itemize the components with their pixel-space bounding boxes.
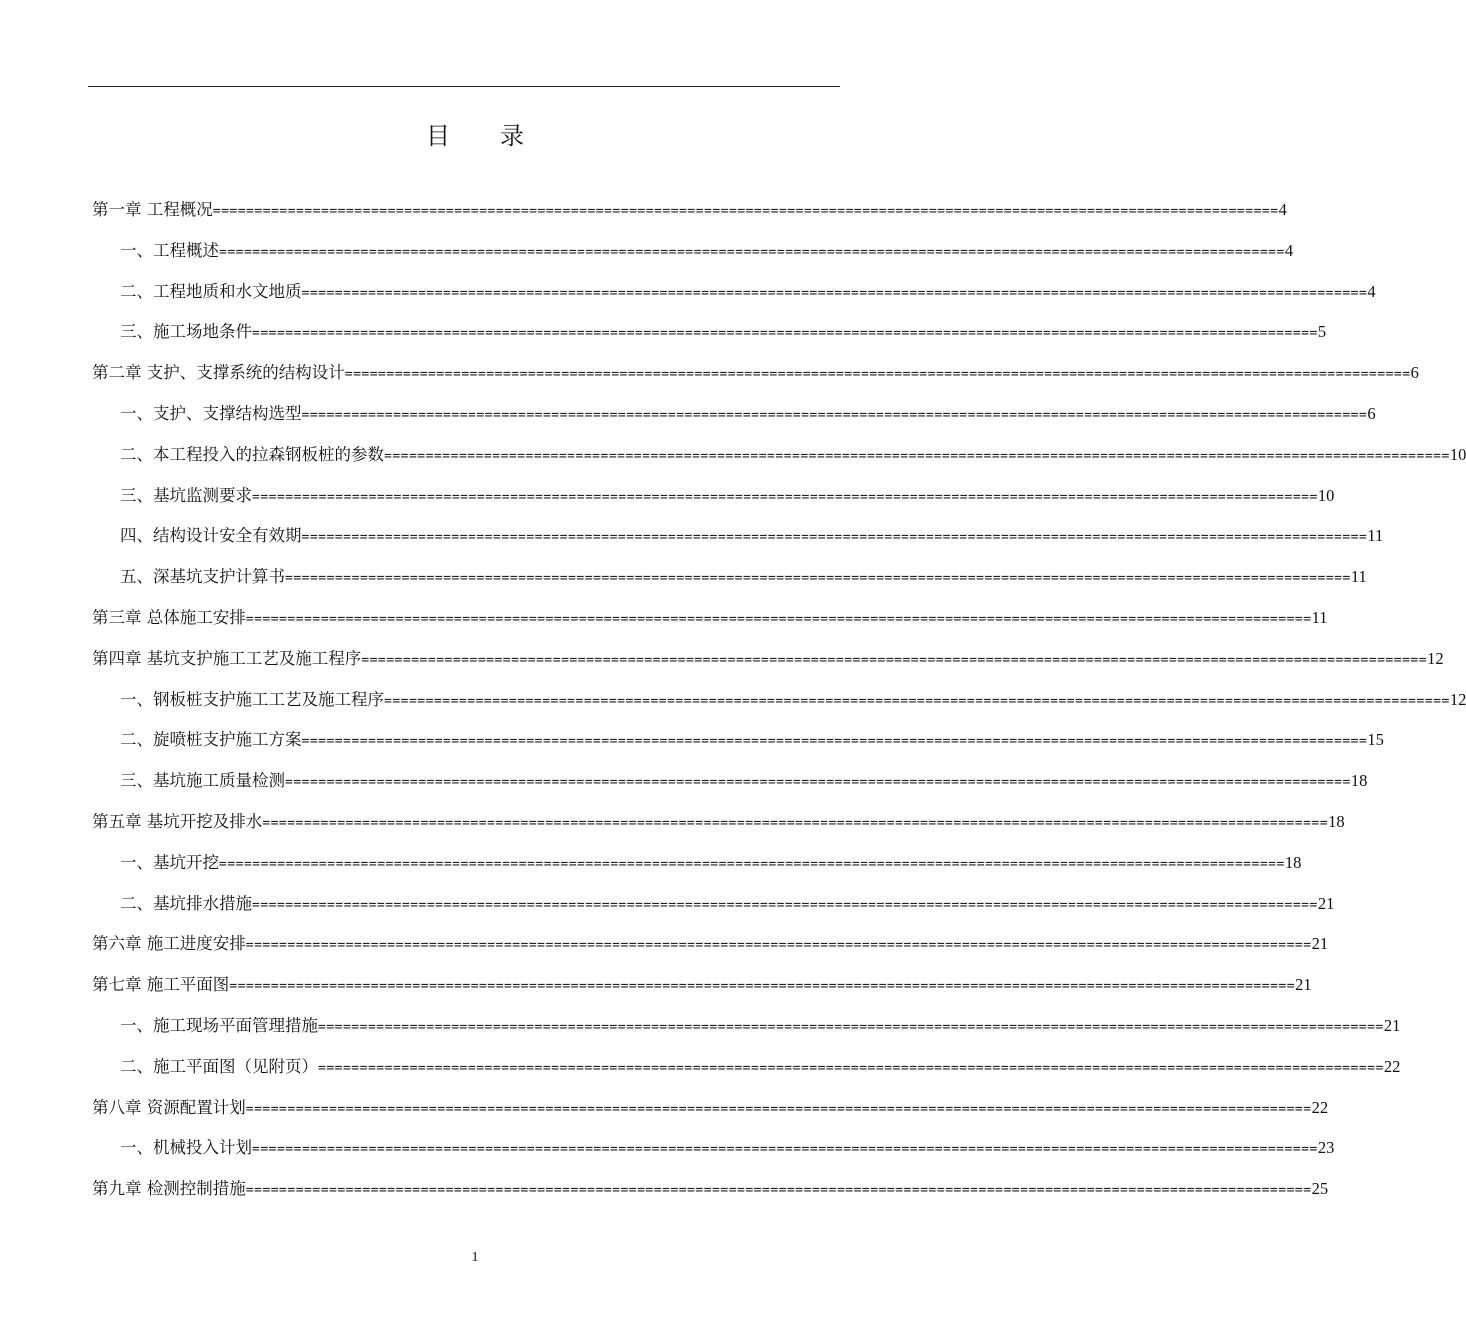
toc-leader: ================================================================================================================================ bbox=[219, 245, 1285, 260]
toc-entry-page: 18 bbox=[1350, 771, 1368, 790]
toc-entry-label: 一、工程概述 bbox=[120, 241, 219, 260]
toc-entry-page: 10 bbox=[1317, 486, 1335, 505]
toc-entry-label: 一、钢板桩支护施工工艺及施工程序 bbox=[120, 690, 384, 709]
toc-entry-label: 一、施工现场平面管理措施 bbox=[120, 1016, 318, 1035]
toc-leader: ================================================================================================================================ bbox=[318, 1020, 1384, 1035]
toc-entry-page: 21 bbox=[1317, 894, 1335, 913]
toc-section-entry[interactable] bbox=[120, 852, 1302, 874]
toc-section-entry[interactable] bbox=[120, 240, 1294, 262]
toc-entry-label: 二、工程地质和水文地质 bbox=[120, 282, 302, 301]
toc-entry-label: 二、旋喷桩支护施工方案 bbox=[120, 730, 302, 749]
toc-section-entry[interactable] bbox=[120, 1015, 1401, 1037]
toc-leader: ================================================================================================================================ bbox=[229, 979, 1296, 994]
toc-entry-page: 25 bbox=[1311, 1179, 1329, 1198]
toc-section-entry[interactable] bbox=[120, 1056, 1401, 1078]
toc-entry-label: 第九章 检测控制措施 bbox=[92, 1179, 246, 1198]
toc-entry-page: 6 bbox=[1367, 404, 1376, 423]
page-title: 目录 bbox=[426, 122, 574, 150]
toc-section-entry[interactable] bbox=[120, 566, 1367, 588]
toc-chapter-entry[interactable] bbox=[92, 362, 1419, 384]
toc-section-entry[interactable] bbox=[120, 525, 1384, 547]
toc-entry-label: 第四章 基坑支护施工工艺及施工程序 bbox=[92, 649, 362, 668]
toc-leader: ================================================================================================================================ bbox=[285, 775, 1351, 790]
toc-chapter-entry[interactable] bbox=[92, 811, 1345, 833]
toc-section-entry[interactable] bbox=[120, 893, 1335, 915]
toc-entry-page: 15 bbox=[1367, 730, 1384, 749]
toc-entry-page: 18 bbox=[1328, 812, 1345, 831]
toc-entry-label: 第七章 施工平面图 bbox=[92, 975, 230, 994]
toc-entry-label: 二、施工平面图（见附页） bbox=[120, 1057, 318, 1076]
toc-entry-page: 6 bbox=[1410, 363, 1419, 382]
toc-leader: ================================================================================================================================ bbox=[384, 449, 1450, 464]
toc-section-entry[interactable] bbox=[120, 281, 1376, 303]
toc-chapter-entry[interactable] bbox=[92, 1178, 1329, 1200]
toc-entry-page: 5 bbox=[1317, 322, 1327, 341]
toc-entry-page: 22 bbox=[1383, 1057, 1401, 1076]
toc-entry-label: 二、本工程投入的拉森钢板桩的参数 bbox=[120, 445, 384, 464]
toc-leader: ================================================================================================================================ bbox=[344, 367, 1411, 382]
toc-entry-label: 二、基坑排水措施 bbox=[120, 894, 252, 913]
toc-section-entry[interactable] bbox=[120, 321, 1327, 343]
toc-entry-label: 四、结构设计安全有效期 bbox=[120, 526, 302, 545]
toc-entry-page: 21 bbox=[1383, 1016, 1401, 1035]
toc-leader: ================================================================================================================================ bbox=[252, 490, 1318, 505]
toc-leader: ================================================================================================================================ bbox=[245, 612, 1312, 627]
toc-entry-label: 一、机械投入计划 bbox=[120, 1138, 252, 1157]
toc-entry-label: 第一章 工程概况 bbox=[92, 200, 213, 219]
toc-entry-page: 4 bbox=[1278, 200, 1287, 219]
toc-entry-page: 10 bbox=[1449, 445, 1466, 464]
toc-entry-page: 21 bbox=[1295, 975, 1312, 994]
toc-chapter-entry[interactable] bbox=[92, 607, 1328, 629]
toc-entry-page: 23 bbox=[1317, 1138, 1335, 1157]
toc-chapter-entry[interactable] bbox=[92, 199, 1287, 221]
toc-section-entry[interactable] bbox=[120, 403, 1376, 425]
toc-entry-page: 21 bbox=[1311, 934, 1329, 953]
toc-entry-label: 一、基坑开挖 bbox=[120, 853, 219, 872]
toc-leader: ================================================================================================================================ bbox=[245, 938, 1312, 953]
toc-leader: ================================================================================================================================ bbox=[301, 734, 1368, 749]
toc-entry-label: 一、支护、支撑结构选型 bbox=[120, 404, 302, 423]
toc-section-entry[interactable] bbox=[120, 444, 1466, 466]
toc-chapter-entry[interactable] bbox=[92, 974, 1312, 996]
toc-leader: ================================================================================================================================ bbox=[252, 326, 1318, 341]
toc-entry-page: 4 bbox=[1284, 241, 1294, 260]
toc-section-entry[interactable] bbox=[120, 1137, 1335, 1159]
toc-leader: ================================================================================================================================ bbox=[245, 1183, 1312, 1198]
toc-chapter-entry[interactable] bbox=[92, 648, 1444, 670]
toc-entry-page: 18 bbox=[1284, 853, 1302, 872]
toc-entry-label: 五、深基坑支护计算书 bbox=[120, 567, 285, 586]
toc-entry-page: 11 bbox=[1367, 526, 1384, 545]
toc-chapter-entry[interactable] bbox=[92, 933, 1329, 955]
toc-entry-label: 三、基坑监测要求 bbox=[120, 486, 252, 505]
toc-leader: ================================================================================================================================ bbox=[301, 408, 1368, 423]
page-number: 1 bbox=[471, 1250, 479, 1265]
toc-section-entry[interactable] bbox=[120, 485, 1335, 507]
toc-entry-page: 12 bbox=[1427, 649, 1444, 668]
toc-entry-page: 11 bbox=[1350, 567, 1367, 586]
toc-section-entry[interactable] bbox=[120, 729, 1384, 751]
toc-leader: ================================================================================================================================ bbox=[219, 857, 1285, 872]
toc-section-entry[interactable] bbox=[120, 689, 1466, 711]
toc-leader: ================================================================================================================================ bbox=[252, 1142, 1318, 1157]
toc-entry-label: 第二章 支护、支撑系统的结构设计 bbox=[92, 363, 345, 382]
toc-entry-page: 11 bbox=[1311, 608, 1328, 627]
toc-entry-label: 第八章 资源配置计划 bbox=[92, 1098, 246, 1117]
toc-entry-label: 三、基坑施工质量检测 bbox=[120, 771, 285, 790]
toc-leader: ================================================================================================================================ bbox=[285, 571, 1351, 586]
toc-entry-label: 三、施工场地条件 bbox=[120, 322, 252, 341]
toc-leader: ================================================================================================================================ bbox=[318, 1061, 1384, 1076]
toc-leader: ================================================================================================================================ bbox=[212, 204, 1279, 219]
toc-leader: ================================================================================================================================ bbox=[361, 653, 1428, 668]
toc-entry-label: 第六章 施工进度安排 bbox=[92, 934, 246, 953]
toc-entry-page: 4 bbox=[1367, 282, 1376, 301]
toc-leader: ================================================================================================================================ bbox=[301, 286, 1368, 301]
toc-entry-label: 第五章 基坑开挖及排水 bbox=[92, 812, 263, 831]
toc-section-entry[interactable] bbox=[120, 770, 1368, 792]
toc-leader: ================================================================================================================================ bbox=[245, 1102, 1312, 1117]
toc-leader: ================================================================================================================================ bbox=[262, 816, 1329, 831]
toc-entry-page: 22 bbox=[1311, 1098, 1329, 1117]
toc-leader: ================================================================================================================================ bbox=[301, 530, 1368, 545]
toc-entry-page: 12 bbox=[1449, 690, 1466, 709]
toc-entry-label: 第三章 总体施工安排 bbox=[92, 608, 246, 627]
toc-leader: ================================================================================================================================ bbox=[384, 694, 1450, 709]
toc-chapter-entry[interactable] bbox=[92, 1097, 1329, 1119]
toc-leader: ================================================================================================================================ bbox=[252, 898, 1318, 913]
